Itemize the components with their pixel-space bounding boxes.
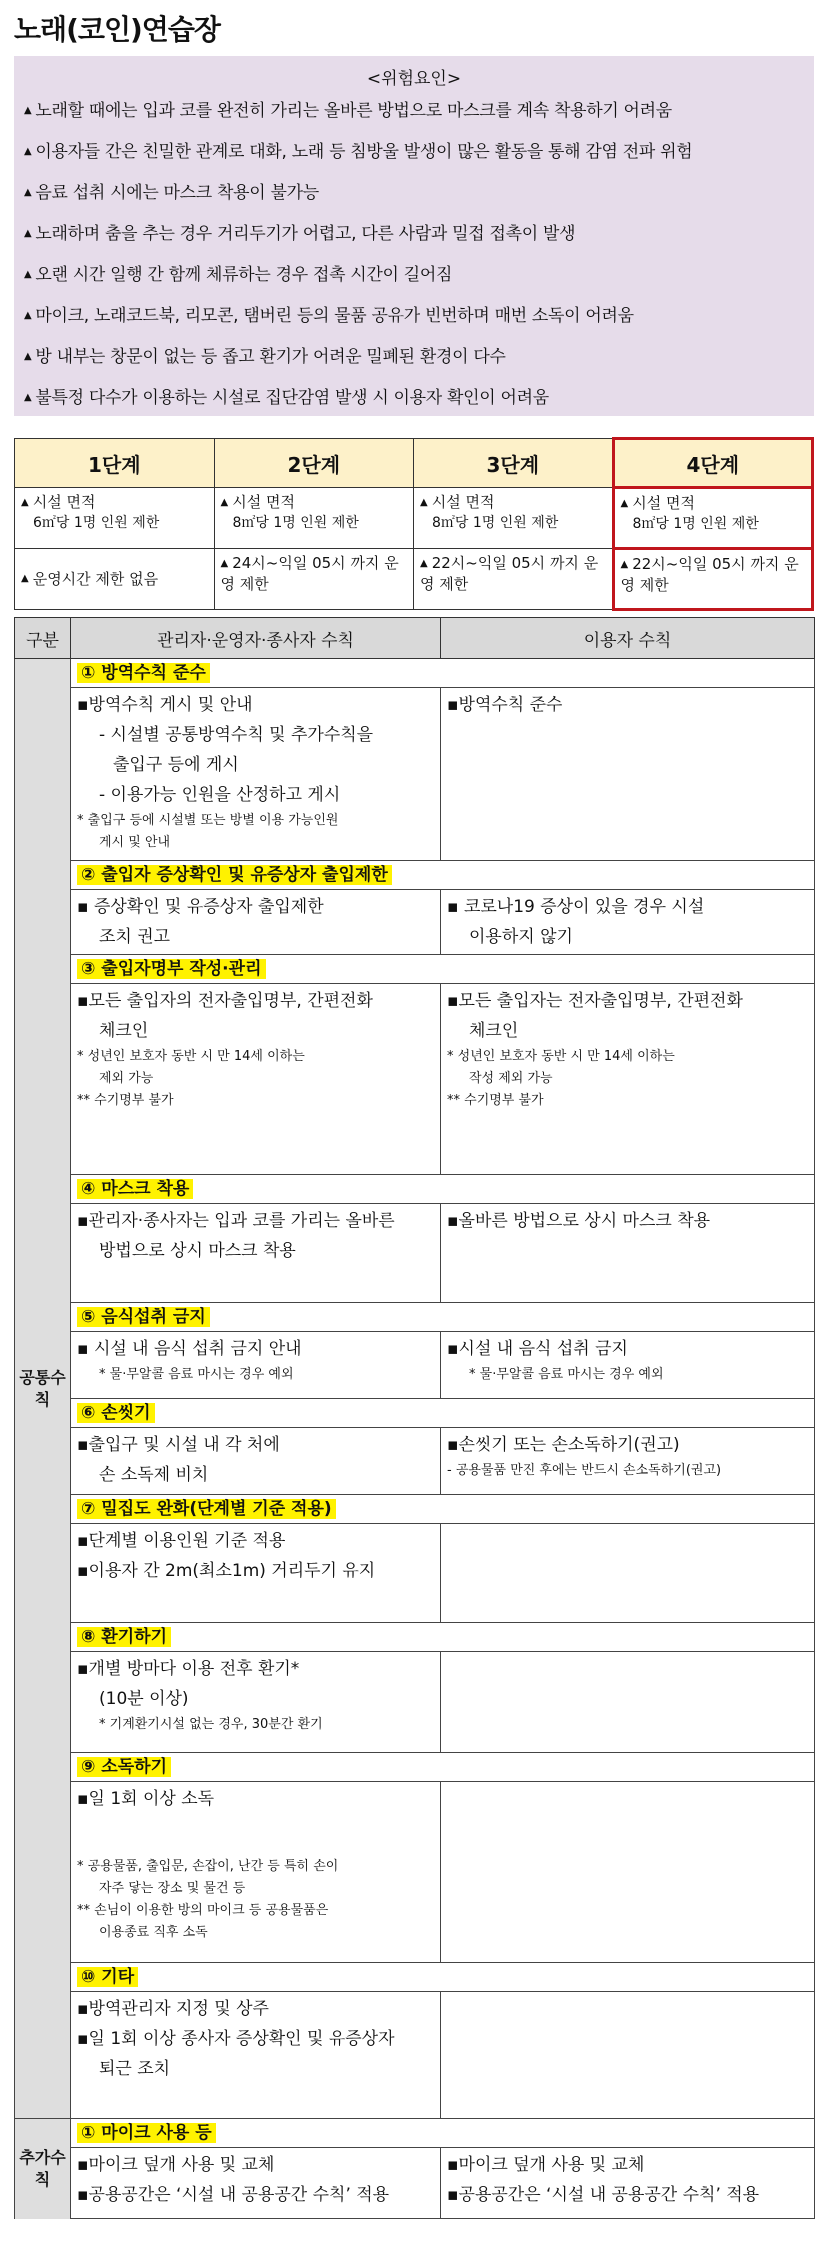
user-rule: ▪모든 출입자는 전자출입명부, 간편전화 체크인 * 성년인 보호자 동반 시 만 14세 이하는 작성 제외 가능 ** 수기명부 불가 (441, 984, 815, 1175)
section-title: ⑤ 음식섭취 금지 (71, 1303, 815, 1332)
category-extra: 추가수칙 (15, 2119, 71, 2219)
stage-4-header: 4단계 (613, 439, 813, 488)
manager-rule: ▪일 1회 이상 소독 * 공용물품, 출입문, 손잡이, 난간 등 특히 손이 자주 닿는 장소 및 물건 등 ** 손님이 이용한 방의 마이크 등 공용물품은 이용종료 직후 소독 (71, 1782, 441, 1963)
risk-item: ▲ 음료 섭취 시에는 마스크 착용이 불가능 (24, 183, 319, 203)
user-rule (441, 1524, 815, 1623)
risk-item: ▲ 불특정 다수가 이용하는 시설로 집단감염 발생 시 이용자 확인이 어려움 (24, 388, 549, 408)
user-rule: ▪방역수칙 준수 (441, 688, 815, 861)
stage-2-hours: ▲ 24시~익일 05시 까지 운영 제한 (214, 549, 414, 610)
section-title: ④ 마스크 착용 (71, 1175, 815, 1204)
triangle-bullet-icon: ▲ (24, 269, 32, 280)
user-rule (441, 1652, 815, 1753)
manager-rule: ▪관리자·종사자는 입과 코를 가리는 올바른 방법으로 상시 마스크 착용 (71, 1204, 441, 1303)
user-rule: ▪ 코로나19 증상이 있을 경우 시설 이용하지 않기 (441, 890, 815, 955)
triangle-bullet-icon: ▲ (24, 351, 32, 362)
category-common: 공통수칙 (15, 659, 71, 2119)
stage-4-area: ▲ 시설 면적 8㎡당 1명 인원 제한 (613, 488, 813, 549)
triangle-bullet-icon: ▲ (24, 105, 32, 116)
stage-3-header: 3단계 (414, 439, 614, 488)
stage-1-area: ▲ 시설 면적 6㎡당 1명 인원 제한 (15, 488, 215, 549)
triangle-bullet-icon: ▲ (24, 310, 32, 321)
risk-item: ▲ 노래할 때에는 입과 코를 완전히 가리는 올바른 방법으로 마스크를 계속 착용하기 어려움 (24, 101, 672, 121)
risk-item: ▲ 오랜 시간 일행 간 함께 체류하는 경우 접촉 시간이 길어짐 (24, 265, 453, 285)
manager-rule: ▪방역관리자 지정 및 상주 ▪일 1회 이상 종사자 증상확인 및 유증상자 퇴근 조치 (71, 1992, 441, 2119)
section-title: ⑦ 밀집도 완화(단계별 기준 적용) (71, 1495, 815, 1524)
risk-item: ▲ 이용자들 간은 친밀한 관계로 대화, 노래 등 침방울 발생이 많은 활동을 통해 감염 전파 위험 (24, 142, 693, 162)
section-title: ③ 출입자명부 작성·관리 (71, 955, 815, 984)
triangle-bullet-icon: ▲ (24, 392, 32, 403)
section-title: ⑩ 기타 (71, 1963, 815, 1992)
risk-factors-box (14, 56, 814, 416)
user-rule: ▪마이크 덮개 사용 및 교체 ▪공용공간은 ‘시설 내 공용공간 수칙’ 적용 (441, 2148, 815, 2219)
section-title: ⑨ 소독하기 (71, 1753, 815, 1782)
manager-rule: ▪단계별 이용인원 기준 적용 ▪이용자 간 2m(최소1m) 거리두기 유지 (71, 1524, 441, 1623)
manager-rule: ▪방역수칙 게시 및 안내 - 시설별 공통방역수칙 및 추가수칙을 출입구 등에 게시 - 이용가능 인원을 산정하고 게시 * 출입구 등에 시설별 또는 방별 이용 가능인원 게시 및 안내 (71, 688, 441, 861)
stage-4-hours: ▲ 22시~익일 05시 까지 운영 제한 (613, 549, 813, 610)
rules-table (14, 617, 815, 2219)
user-rule (441, 1782, 815, 1963)
user-rule: ▪시설 내 음식 섭취 금지 * 물·무알콜 음료 마시는 경우 예외 (441, 1332, 815, 1399)
section-title: ① 마이크 사용 등 (71, 2119, 815, 2148)
col-category: 구분 (15, 618, 71, 659)
section-title: ① 방역수칙 준수 (71, 659, 815, 688)
risk-item: ▲ 방 내부는 창문이 없는 등 좁고 환기가 어려운 밀폐된 환경이 다수 (24, 347, 506, 367)
triangle-bullet-icon: ▲ (24, 228, 32, 239)
col-user-rules: 이용자 수칙 (441, 618, 815, 659)
manager-rule: ▪모든 출입자의 전자출입명부, 간편전화 체크인 * 성년인 보호자 동반 시 만 14세 이하는 제외 가능 ** 수기명부 불가 (71, 984, 441, 1175)
manager-rule: ▪마이크 덮개 사용 및 교체 ▪공용공간은 ‘시설 내 공용공간 수칙’ 적용 (71, 2148, 441, 2219)
risk-heading: <위험요인> (366, 69, 462, 89)
page-title: 노래(코인)연습장 (14, 13, 220, 46)
stage-3-hours: ▲ 22시~익일 05시 까지 운영 제한 (414, 549, 614, 610)
triangle-bullet-icon: ▲ (24, 187, 32, 198)
stage-2-header: 2단계 (214, 439, 414, 488)
manager-rule: ▪개별 방마다 이용 전후 환기* (10분 이상) * 기계환기시설 없는 경우, 30분간 환기 (71, 1652, 441, 1753)
user-rule: ▪올바른 방법으로 상시 마스크 착용 (441, 1204, 815, 1303)
stage-1-hours: ▲ 운영시간 제한 없음 (15, 549, 215, 610)
col-manager-rules: 관리자·운영자·종사자 수칙 (71, 618, 441, 659)
manager-rule: ▪ 증상확인 및 유증상자 출입제한 조치 권고 (71, 890, 441, 955)
stage-3-area: ▲ 시설 면적 8㎡당 1명 인원 제한 (414, 488, 614, 549)
section-title: ⑥ 손씻기 (71, 1399, 815, 1428)
user-rule: ▪손씻기 또는 손소독하기(권고) - 공용물품 만진 후에는 반드시 손소독하기(권고) (441, 1428, 815, 1495)
manager-rule: ▪ 시설 내 음식 섭취 금지 안내 * 물·무알콜 음료 마시는 경우 예외 (71, 1332, 441, 1399)
triangle-bullet-icon: ▲ (24, 146, 32, 157)
risk-item: ▲ 노래하며 춤을 추는 경우 거리두기가 어렵고, 다른 사람과 밀접 접촉이 발생 (24, 224, 576, 244)
risk-item: ▲ 마이크, 노래코드북, 리모콘, 탬버린 등의 물품 공유가 빈번하며 매번 소독이 어려움 (24, 306, 634, 326)
user-rule (441, 1992, 815, 2119)
section-title: ⑧ 환기하기 (71, 1623, 815, 1652)
stage-table (14, 437, 814, 611)
manager-rule: ▪출입구 및 시설 내 각 처에 손 소독제 비치 (71, 1428, 441, 1495)
stage-2-area: ▲ 시설 면적 8㎡당 1명 인원 제한 (214, 488, 414, 549)
section-title: ② 출입자 증상확인 및 유증상자 출입제한 (71, 861, 815, 890)
stage-1-header: 1단계 (15, 439, 215, 488)
